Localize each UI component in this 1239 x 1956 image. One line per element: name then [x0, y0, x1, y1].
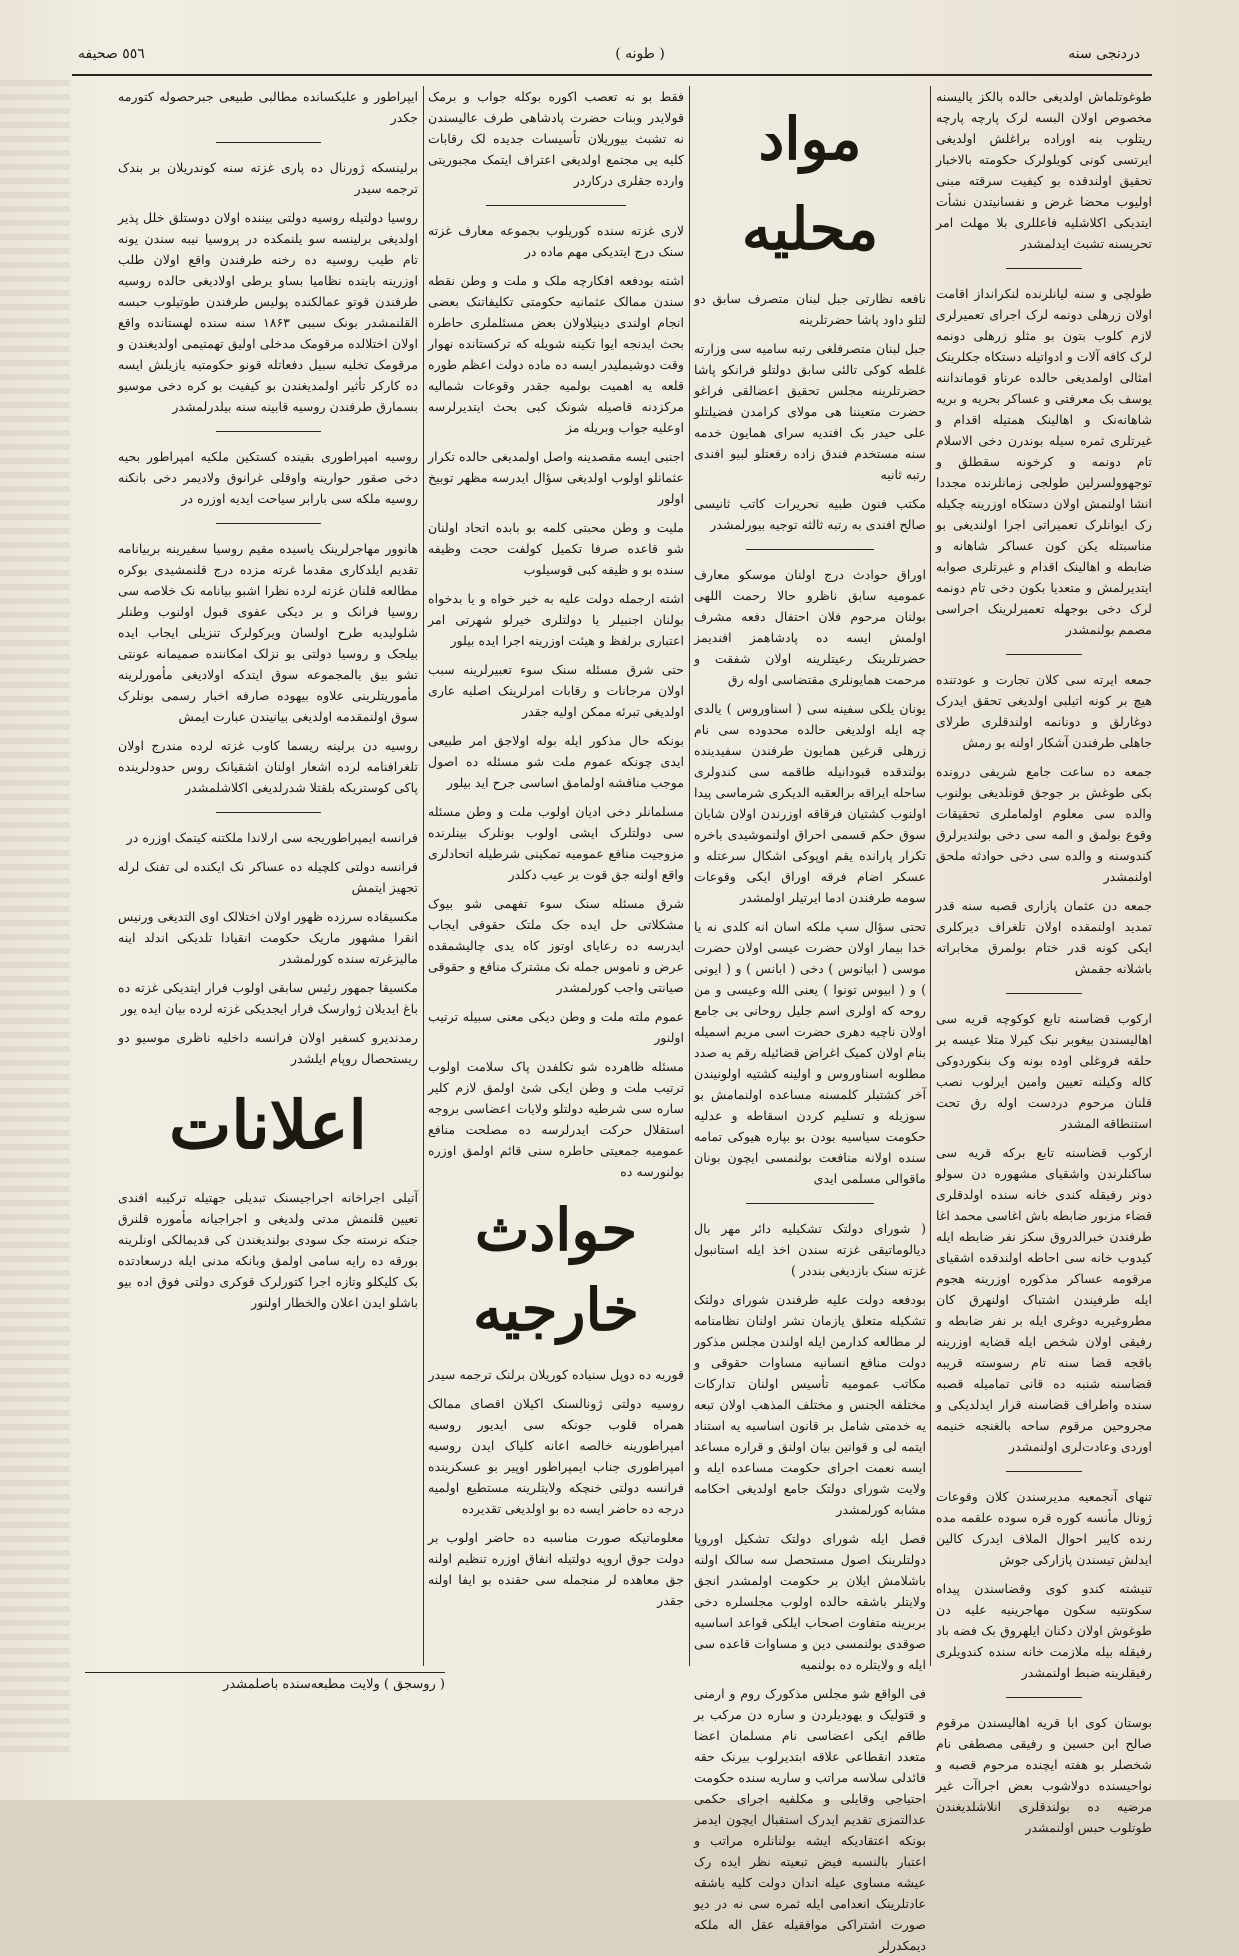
- masthead-foreign-news: حوادث خارجیه: [473, 1196, 639, 1344]
- article: شرق مسئله سنک سوء تفهمی شو بیوک مشکلاتی حل ایده جک ملتک حقوقی ایجاب ایدرسه ده رعایای اوتوز کاه یدی چالیشمقده عرض و ناموس جمله نک مشترک منافع و حقوقی صیانتی واجب کورلمشدر: [428, 896, 684, 995]
- separator: [746, 549, 874, 550]
- article: طوغوتلماش اولدیغی حالده بالکز یالیسنه مخصوص اولان البسه لرک پارچه پارچه ریتلوب بنه اوراده براغلش اولدیغی ایرتسی کونی کویلولرک حکومته بالاخبار تحقیق اولندقده بو کیفیت سرقته مبنی اولیوب محضا غرض و نفسانیتدن نشأت ایتدیکی اکلاشلیه فاعللری بلا مهلت امر تحریسنه تشبث ایدلمشدر: [936, 89, 1152, 251]
- separator: [216, 142, 321, 143]
- article: نافعه نظارتی جبل لبنان متصرف سابق دو لتلو داود پاشا حضرتلرینه: [694, 291, 926, 327]
- article: تنهای آنجمعیه مدیرسندن کلان وقوعات ژونال مأنسه کوره قره سوده علقمه مده رنده کایبر احوال الملاف ایدرک کالین ایدلش تیسندن پازارکی جوش: [936, 1489, 1152, 1567]
- article: فرانسه ایمپراطوریجه سی ارلاندا ملکتنه کیتمک اوزره در: [126, 830, 418, 845]
- separator: [1006, 1471, 1082, 1472]
- article: طولچی و سنه لیانلرنده لنکرانداز اقامت اولان زرهلی دونمه لرک اجرای تعمیرلری لازم کلوب بتون بو مثلو زرهلی دونمه لرک کافه آلات و ادواتیله دستکاه جکلرینک امثالی اولمدیغی حالده عرناو قومانداننه یوسف بک معرفتی و عساکر بحریه و بریه شاهانه‌نک و اهالینک همتیله اقدام و غیرتلری ثمره سیله بوندرن دخی الاسلام تام دونمه و کرخونه سقطلق و توجهوولسرلین طولجی زمانلرنده مجددا انشا اولنمش اولان دستکاه اوزرینه چکیله رک ایوانلرک تعمیراتی اجرا اولندیغی بو مناسبتله یکن کون عساکر شاهانه و ضابطه و اهالینک اقدام و غیرتلری صوابه ایتدیرلمش و متعدیا بکون دخی تام دونمه لرک دخی بوجهله تعمیرلرینک اجراسی مصمم بولنمشدر: [935, 286, 1152, 637]
- masthead-announcements: اعلانات: [169, 1086, 367, 1164]
- article: مسئله ظاهرده شو تکلفدن پاک سلامت اولوب ترتیب ملت و وطن ایکی شئ اولمق لازم کلیر ساره سی شرطیه دولتلو ولایات اعضاسی بروجه استقلال حرکت ایدرلرسه ده مصلحت منافع عمومیه جمعیتی حاطره سنی قائم اولمق اوزره بولنورسه ده: [428, 1059, 684, 1179]
- article: جمعه دن عثمان پازاری قصبه سنه قدر تمدید اولنمقده اولان تلغراف دیرکلری ایکی کونه قدر ختام بولمرق مخابراته باشلانه جقمش: [936, 898, 1152, 976]
- separator: [1006, 1697, 1082, 1698]
- column-1: [935, 86, 1152, 1835]
- article: ارکوب قضاسنه تابع برکه قریه سی ساکنلرندن واشقیای مشهوره دن سولو دونر رفیقله کندی خانه سنده اولدقلری قضاء مزبور ضابطه باش اغاسی محمد اغا طرفندن خبرالدروق سکز نفر ضابطه ایله کیدوب خانه سی احاطه اولندقده اشقیای مرقومه عساکر مذکوره اوزرینه هجوم ایله طرفیندن اشتباک اولنهرق کان مطروغیریه دوغری ایله بر نفر ضابطه و رفیقی اولان شخص ایله قضایه اوزرینه باقجه قضا سنه تام رسوسته قریبه قضاسنه شنبه ده قانی تمامیله قصبه سنده واطراف قضاسنه قرار ایدلدیکی و مجروحین مرقوم ساحه بالغنجه خنیمه اوردی وعادت‌لری اولنمشدر: [935, 1145, 1152, 1454]
- article: ملیت و وطن محبتی کلمه بو بابده اتحاد اولنان شو قاعده صرفا تکمیل کولفت حجت وظیفه سنده بو و ظیفه کبی قوسیلوب: [428, 520, 684, 577]
- column-rule: [930, 86, 931, 1666]
- column-rule: [689, 86, 690, 1666]
- bleed-through-margin: [0, 80, 70, 1760]
- separator: [216, 523, 321, 524]
- article: جمعه ایرته سی کلان تجارت و عودتنده هیچ بر کونه اتیلبی اولدیغی تحقق ایدرک دوغارلق و دونانمه اولندقلری طرلای جاهلی طرفندن آشکار اولنه بو رمش: [936, 672, 1152, 750]
- article: هانوور مهاجرلرینک یاسیده مقیم روسیا سفیرینه بربیانامه تقدیم ایلدکاری مقدما غرته مزده درج قلنمشیدی بوکره مطالعه قلنان غزته لرده نظرا اشبو بیانامه نک خلاصه سی روسیا فرانک و بر دیکی عفوی قبول اولنوب وطنلر شلولیدیه طرح اولسان ویرکولرک تنزیلی ایجاب ایده بیلجک و روسیا دولتی بو نزلک امکاننده صمیمانه عونتی تشو بیق بالمجموعه سوق ایتدکه اولادیغی مأمورلرینه مأموریتلرینی علاوه بیهوده صارفه اخبار رسمی بونلرک سوق اولنمقدمه اولدیغی بیانیندن عبارت ایمش: [118, 541, 418, 724]
- separator: [746, 1203, 874, 1204]
- article: برلینسکه ژورنال ده پاری غزته سنه کوندریلان بر بندک ترجمه سیدر: [118, 160, 418, 196]
- article: مسلمانلر دخی ادیان اولوب ملت و وطن مسئله سی دولتلرک ایشی اولوب بونلرک بینلرنده مزوجیت منافع عمومیه تمکینی شرطیله اتحادلری واقع اولنه جق قوت بر عیب دکلدر: [428, 804, 684, 882]
- article: اشته بودفعه افکارچه ملک و ملت و وطن نقطه سندن ممالک عثمانیه حکومتی تکلیفاتنک بعضی انجام اولندی دینیلاولان بعض مسئلملری حاطره بحث ایدنجه ایوا تکینه شویله که ترکستانده نهوار وقت دوشیملیدر ایسه ده ماده دولت اعظم طوره قلعه یه اهمیت بولمیه جقدر وقوعات شمالیه مرکزدنه قاصیله شونک کبی بحث ایتدیرلرسه اوعلیه جواب وبریله مز: [428, 273, 684, 435]
- article: مکسیقاده سرزده ظهور اولان اختلالک اوی التدیغی ورنیس انقرا مشهور ماریک حکومت انقیادا تلدیکی اندلد اینه مالیزغرته سنده کورلمشدر: [118, 909, 418, 966]
- article: روسیه امپراطوری بقینده کستکین ملکیه امپراطور بحیه دخی صقور حوارینه واوقلی غرانوق ولادیمر دخی بانکنه روسیه ملکه سی بارابر سیاحت ایدیه اوزره در: [118, 449, 418, 506]
- article: یونان یلکی سفینه سی ( اسناوروس ) یالدی چه ایله اولدیغی حالده محدوده سی نام زرهلی قرغین همایون طرفندن سفیدینده بولندقده قبودانیله طاقمه سی کندولری ساحله ایراقه برالعقبه الدیکری شرماسی پیدا اولنوب کشتیان فرقاقه اوزرندن اولان شایان سوق حکم قسمی احراق اولنموشیدی باخره تکرار پارانده یقم اوپوکی اشکال سرعتله و عسکر اضام فرقه اوراق ایکی وقوعات سومه طرفندن ادما ایرتیلر اولمشدر: [694, 701, 926, 905]
- article: ( شورای دولتک تشکیلیه دائر مهر بال دیالوماتیقی غزته سندن اخذ ایله استانبول غزته سنک بازدیغی بنددر ): [694, 1221, 926, 1278]
- article: حتی شرق مسئله سنک سوء تعبیرلرینه سبب اولان مرجانات و رقابات امرلرینک اصلیه عاری اولدیغی تبرئه ممکن اولیه جقدر: [428, 662, 684, 719]
- article: مکسیقا جمهور رئیس سابقی اولوب فرار ایتدیکی غزته ده باغ ایدیلان ژوارسک فرار ایجدیکی غزته لرده بیان ایده یور: [118, 980, 418, 1016]
- header-page-number: ٥٥٦ صحيفه: [78, 46, 145, 62]
- article: بودفعه دولت علیه طرفندن شورای دولتک تشکیله متعلق یازمان نشر اولنان نظامنامه لر مطالعه کدارمن ایله اولندن مجلس مذکور دولت منافع انسانیه مساوات حقوقی و مکاتب عمومیه تأسیس اولنان تدارکات مختلفه الجنس و مختلف المذهب اولان تبعه یه خدمتی شامل بر قانون اساسیه یه استناد ایتمه لی و قوانین بیان اولنق و قراره مساعد ایسه نعمت اجرای حکومت مساعده ایله و ولایت شورای دولتک جامع اولدیغی احکامه مشابه کورلمشدر: [694, 1292, 926, 1517]
- article: روسیه دولتی ژونالسنک اکیلان اقصای ممالک همراه قلوب جونکه سی ایدیور روسیه امپراطورینه خالصه اعانه کلیاک ایدن روسیه امپراطوری جناب ایمپراطور اوپیر بو عسکرینده فرانسه دولتی خنچکه ولایتلرینه مستطیع اولمیه درجه ده حاضر ایسه ده بو اولدیغی تقدیرده: [428, 1396, 684, 1516]
- separator: [1006, 654, 1082, 655]
- header-year: دردنجی سنه: [1068, 46, 1140, 62]
- article: لاری غزته سنده کوریلوب بجموعه معارف غزته سنک درج ایتدیکی مهم ماده در: [428, 223, 684, 259]
- column-2: [694, 86, 926, 1953]
- header-series: ( طونه ): [615, 46, 665, 62]
- article: ارکوب قضاسنه تابع کوکوچه قریه سی اهالیسندن بیغوبر نبک کیرلا متلا عیسه بر حلقه فروغلی اوده بونه وک بنکوردوکی کاله وکیلنه تعیین وامین ایرلوب نصب قلنان مرحوم دردست اوله رق تحت استنطاقه المشدر: [936, 1011, 1152, 1131]
- article: جمعه ده ساعت جامع شریفی درونده بکی طوغش بر جوجق قونلدیغی بولنوب والده سی معلوم اولماملری تحقیقات وقوع بولمق و المه سی دخی بولندیرلرق کندوسنه و والده سی دخی حوادثه ملحق اولنمشدر: [936, 764, 1152, 884]
- column-4: [118, 86, 418, 1666]
- footer-publisher: ( روسجق ) ولایت مطبعه‌سنده باصلمشدر: [85, 1672, 445, 1701]
- article: فقط بو نه تعصب اکوره بوکله جواب و برمک قولایدر وبنات حضرت پادشاهی طرف عالیسندن نه تشبث بیوریلان تأسیسات جدیده لک رقابات کلیه یی مجتمع اولدیغی اعتراف ایتمک مجبوریتی وارده جقلری درکاردر: [428, 89, 684, 188]
- article: بوستان کوی ابا قریه اهالیسندن مرقوم صالح ابن حسین و رفیقی مصطفی نام شخصلر بو هفته ایچنده مرحوم قصبه و نواحیسنده دولاشوب بعض اجراآت غیر مرضیه ده بولندقلری انلاشلدیغندن طوتلوب حبس اولنمشدر: [936, 1715, 1152, 1835]
- article: معلوماتیکه صورت مناسبه ده حاضر اولوب بر دولت جوق اروپه دولتیله انفاق اوزره تنظیم اولنه جق معاهده لر منجمله سی حقنده بو ایفا اولنه جقدر: [428, 1530, 684, 1608]
- article: بونکه حال مذکور ایله بوله اولاجق امر طبیعی ایدی چونکه عموم ملت شو مسئله ده اصول موجب مناقشه اولمامق اساسی جرح اید بیلور: [428, 733, 684, 790]
- article: آتیلی اجراخانه اجراجیسنک تبدیلی جهتیله ترکیبه افندی تعیین قلنمش مدتی ولدیغی و اجراجیانه مأموره قلنرق جنکه نرسته جک سودی بولندیغندن کی قدیمالکی اونلرینه بورقه ده رایه سامی اولمق وبانکه مدنی ایله درسعادتده بک کلیکلو وتازه اجرا کتورلرک قوکری دولتی فوق اده بیو باشلو ایدن اعلان والخطار اولنور: [118, 1190, 418, 1310]
- article: تحتی سؤال سپ ملکه اسان انه کلدی نه یا خدا بیمار اولان حضرت عیسی اولان حضرت موسی ( ابیانوس ) دخی ( ابانس ) و ( ایونی ) و ( ابیوس تونوا ) یعنی الله وعیسی و من روحه که اولری اسم جلیل روحانی بی جامع اولان ناچیه دهری حضرت اسی مریم اسمیله بنام اولان کمیک اغراض قضائیله رقم یه صدد مطلوبه اسناوروس و اولینه کشتیه اولونیندن آخر کشتیلر کلمسنه مساعده اولنمامش بو سوزیله و تسلیم کردن اسقاطه و عدلیه حکومت سیاسیه بودن بو بپاره هیوکی تمامه سنده اولانه منافعت بولنمسی ایچون بونان ماقوالی مسلمی ایدی: [694, 919, 926, 1186]
- separator: [1006, 993, 1082, 994]
- article: فرانسه دولتی کلچیله ده عساکر نک ایکنده لی تفنک لرله تجهیز ایتمش: [118, 859, 418, 895]
- article: مکتب فنون طبیه نحریرات کاتب ثانیسی صالح افندی به رتبه ثالثه توجیه بیورلمشدر: [694, 496, 926, 532]
- separator: [216, 812, 321, 813]
- separator: [486, 205, 627, 206]
- column-3: [428, 86, 684, 1666]
- article: رمدندیرو کسفیر اولان فرانسه داخلیه ناظری موسیو دو ریستحصال روپام ایلشدر: [118, 1030, 418, 1066]
- article: روسیه دن برلینه ریسما کاوب غزته لرده مندرج اولان تلغرافنامه لرده اشعار اولنان اشقیانک روس حدودلرینده پاکی کوستریکه بلقتلا شدرلدیغی اکلاشلمشدر: [118, 738, 418, 795]
- separator: [1006, 268, 1082, 269]
- article: اوراق حوادث درج اولنان موسکو معارف عمومیه سابق ناظرو حالا رحمت اللهی بولنان مرحوم فلان احتفال دفعه مشرف اولمش ایسه ده پادشاهمز افندیمز حضرتلرینک رعیتلرینه اولان شفقت و مرحمت همایونلری مقتضاسی اوله رق: [694, 567, 926, 687]
- article: تنیشته کندو کوی وقضاسندن پیداه سکونتیه سکون مهاجرینیه علیه دن طوغوش اولان دکنان ایلهروق بک فضه باد رفیقله بیله ملازمت خانه سنده کندویلری رفیقلرینه ضبط اولنمشدر: [936, 1581, 1152, 1680]
- masthead-local-news: مواد محلیه: [741, 105, 879, 263]
- article: فی الواقع شو مجلس مذکورک روم و ارمنی و قتولیک و یهودیلردن و ساره دن مرکب بر طاقم ایکی اعضاسی نام مسلمان اعضا متعدد انقطاعی علاقه ابتدیرلوب بیرنک حقه فائدلی سلاسه مراتب و ساریه سنده حکومت احتیاجی وقایلی و مکلفیه اجرای حکمی عدالتمزی تقدیم ایدرک استقبال ایچون ایدمز بونکه اعتقادیکه ایشه بولنانلره مراتب و اعتبار بالنسبه فیض تبعیته نظر ایده رک عیشه مساوی عیله اندان دولت کلیه باشقه عادتلرینک انعدامی ایله ثمره سی نه در دیو صورت اشتراکی موافقیله عقل اله ملکه دیمکدرلر: [694, 1686, 926, 1953]
- separator: [216, 431, 321, 432]
- article: فصل ایله شورای دولتک تشکیل اوروپا دولتلرینک اصول مستحصل سه سالک اولنه باشلامش ایلان بر حکومت اولمشدر انجق ولایتلر باشقه حالده اولوب مجلسلره دخی بربرینه متفاوت اصحاب ایلکی قواعد اساسیه صوقدی بولنمسی دین و مساوات قاعده سی ایله و ولایتلره ده بولنمیه: [694, 1531, 926, 1672]
- article: اجنبی ایسه مقصدینه واصل اولمدیغی حالده تکرار عثمانلو اولوب اولدیغی سؤال ایدرسه مظهر توبیخ اولور: [428, 449, 684, 506]
- column-rule: [423, 86, 424, 1666]
- article: ایپراطور و علیکسانده مطالبی طبیعی جبرحصوله کتورمه جکدر: [118, 89, 418, 125]
- article: قوریه ده دوپل سنیاده کوریلان برلنک ترجمه سیدر: [428, 1367, 684, 1382]
- article: جبل لبنان متصرفلغی رتبه سامیه سی وزارته غلطه کوکی تالئی سابق دولتلو فرانکو پاشا حضرتلرینه مجلس تحقیق اعضالقی فراغو حضرت متعیننا هی مولای کرامدن فضیلتلو علی حیدر بک افندیه سرای همایون خدمه سنه مستخدم فندق زاده رفعتلو لبیو افندی رتبه ثانیه: [694, 341, 926, 482]
- article: عموم ملته ملت و وطن دیکی معنی سبیله ترتیب اولنور: [428, 1009, 684, 1045]
- article: روسیا دولتیله روسیه دولتی بیننده اولان دوستلق خلل پذیر اولدیغی برلینسه سو یلنمکده در پروسیا نیبه سندن یونه تام طیب روسیه ده رخنه طرفندن واقع اولان طلب اوزرینه باینده نظامیا بساو یرطی اولادیغی حالده روسیه طرفندن قوتو عمالکنده پولیس طرفندن طوتیلوب حبسه القلنمشدر بونک سببی ۱۸۶۳ سنه سنده لهستانده واقع اولان اختلالده مرقومک مدخلی اولیق تهمتیمی اولدیغندن و مرقومک تخلیه سبیل دفعاتله قونو حکومتیه یازیلش ایسه ده کارکر تأثیر اولمدیغندن بو کیفیت بو کره دخی موسیو بسمارق طرفندن روسیه قابینه سنه بیلدرلمشدر: [118, 210, 418, 414]
- article: اشته ارجمله دولت علیه به خیر خواه و یا بدخواه بولنان اجنبیلر یا دولتلری خیرلو شهرتی امر اعتباری برلفظ و هیئت اوزرینه اجرا ایده بیلور: [428, 591, 684, 648]
